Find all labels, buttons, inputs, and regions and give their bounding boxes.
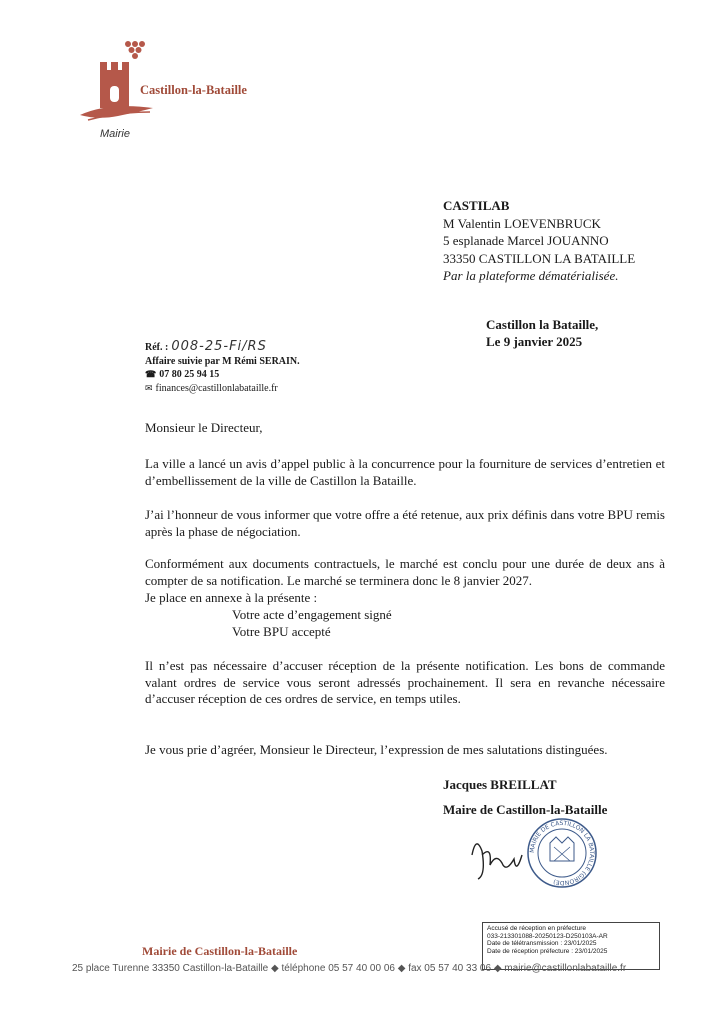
footer-address: 25 place Turenne 33350 Castillon-la-Bataille xyxy=(72,963,269,974)
place-date xyxy=(486,316,598,350)
followed-by: Affaire suivie par M Rémi SERAIN. xyxy=(145,355,300,367)
recipient-street: 5 esplanade Marcel JOUANNO xyxy=(443,233,609,248)
footer-title: Mairie de Castillon-la-Bataille xyxy=(142,944,298,958)
signature-and-seal xyxy=(462,815,612,895)
svg-text:MAIRIE DE CASTILLON LA BATAILL xyxy=(529,820,595,886)
logo-subtitle: Mairie xyxy=(100,128,130,140)
phone-icon: ☎ xyxy=(145,369,157,379)
receipt-line: Accusé de réception en préfecture xyxy=(487,925,587,932)
reference-label: Réf. : xyxy=(145,342,169,353)
annex-item: Votre acte d’engagement signé xyxy=(232,607,392,622)
recipient-organisation: CASTILAB xyxy=(443,198,510,213)
footer-contact: 25 place Turenne 33350 Castillon-la-Bataille ◆ téléphone 05 57 40 00 06 ◆ fax 05 57 40 33 06 ◆ mairie@castillonlabataille.fr xyxy=(72,963,627,974)
reference-block xyxy=(145,340,300,395)
paragraph-2: J’ai l’honneur de vous informer que votre offre a été retenue, aux prix définis dans votre BPU remis après la phase de négociation. xyxy=(145,507,665,539)
receipt-line: 033-213301088-20250123-D250103A-AR xyxy=(487,932,608,940)
recipient-delivery: Par la plateforme dématérialisée. xyxy=(443,268,619,283)
email-icon: ✉ xyxy=(145,382,153,393)
paragraph-4: Il n’est pas nécessaire d’accuser réception de la présente notification. Les bons de commande valant ordres de service vous seront adressés prochainement. Il sera en revanche nécessaire d’accuser réception de ces ordres de service, en temps utiles. xyxy=(145,658,665,706)
annex-item: Votre BPU accepté xyxy=(232,624,331,639)
footer-email: mairie@castillonlabataille.fr xyxy=(504,963,627,974)
reference-phone: 07 80 25 94 15 xyxy=(159,369,220,380)
receipt-line: Date de télétransmission : 23/01/2025 xyxy=(487,940,597,948)
signer-name: Jacques BREILLAT xyxy=(443,777,557,792)
letter-date: Le 9 janvier 2025 xyxy=(486,334,583,349)
footer-fax: fax 05 57 40 33 06 xyxy=(408,963,492,974)
paragraph-1: La ville a lancé un avis d’appel public à la concurrence pour la fourniture de services d’entretien et d’embellissement de la ville de Castillon la Bataille. xyxy=(145,456,665,488)
seal-text: MAIRIE DE CASTILLON LA BATAILLE (GIRONDE) xyxy=(528,819,596,887)
receipt-line: Date de réception préfecture : 23/01/2025 xyxy=(487,947,608,955)
letter-place: Castillon la Bataille, xyxy=(486,317,599,332)
paragraph-3: Conformément aux documents contractuels, le marché est conclu pour une durée de deux ans à compter de sa notification. Le marché se terminera donc le 8 janvier 2027. xyxy=(145,556,665,588)
grape-icon xyxy=(125,41,145,59)
annex-intro: Je place en annexe à la présente : xyxy=(145,590,318,605)
reference-value: 008-25-Fi/RS xyxy=(171,339,267,354)
closing: Je vous prie d’agréer, Monsieur le Directeur, l’expression de mes salutations distinguées. xyxy=(145,742,608,757)
recipient-name: M Valentin LOEVENBRUCK xyxy=(443,215,601,231)
reference-email: finances@castillonlabataille.fr xyxy=(155,382,278,394)
logo-town-name: Castillon-la-Bataille xyxy=(140,83,247,97)
recipient-city: 33350 CASTILLON LA BATAILLE xyxy=(443,250,636,266)
official-seal xyxy=(528,819,596,887)
handwritten-signature xyxy=(472,844,522,879)
footer-phone: téléphone 05 57 40 00 06 xyxy=(281,963,395,974)
recipient-address xyxy=(443,197,635,285)
salutation: Monsieur le Directeur, xyxy=(145,420,263,435)
signer-title: Maire de Castillon-la-Bataille xyxy=(443,802,608,817)
